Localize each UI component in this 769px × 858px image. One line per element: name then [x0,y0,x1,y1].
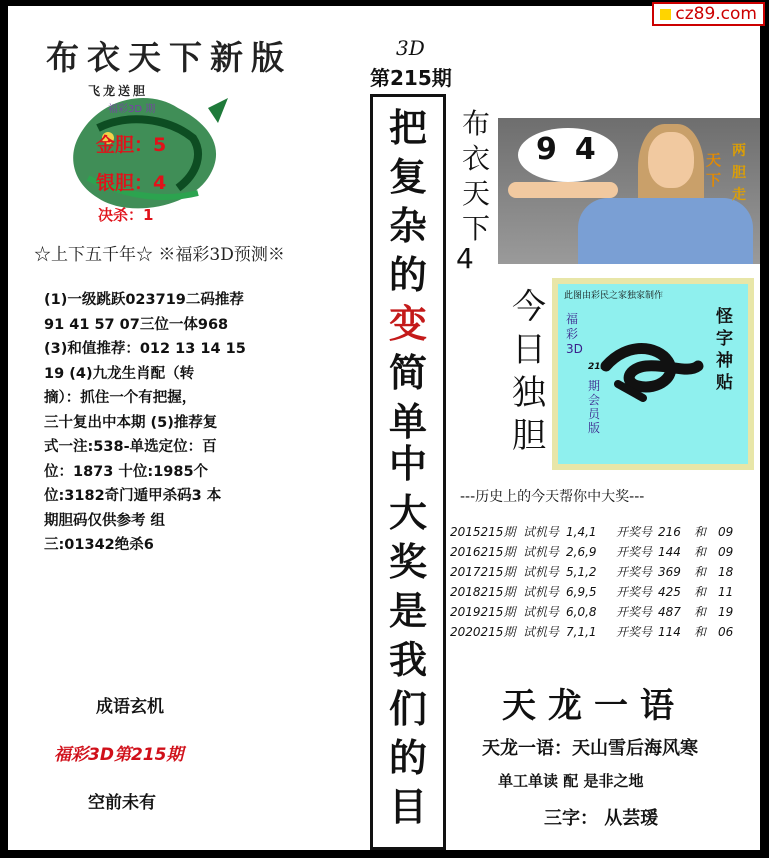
history-cell: 6,0,8 [566,605,597,619]
tianlong-line2: 单工单读 配 是非之地 [498,772,644,790]
side-title [456,106,496,246]
history-cell: 18 [718,565,734,579]
history-title: ---历史上的今天帮你中大奖--- [460,489,645,505]
history-cell: 和 [694,605,707,619]
history-cell: 425 [658,585,681,599]
woman-arm [508,182,618,198]
slogan-char: 的 [388,252,427,297]
dragon-issue: 福彩3D 期 [108,104,156,115]
calligraphy-glyph [598,336,708,406]
slogan-char: 中 [388,441,427,486]
history-cell: 5,1,2 [566,565,597,579]
history-cell: 试机号 [523,545,560,559]
side-char: 布 [461,107,490,140]
woman-shirt [578,198,753,264]
prediction-line: 19 (4)九龙生肖配（转 [44,365,195,382]
period-3d-label: 3D [396,36,425,60]
prediction-line: 位:3182奇门遁甲杀码3 本 [44,488,222,504]
history-cell: 和 [694,545,707,559]
history-cell: 开奖号 [616,585,653,599]
vertical-slogan [370,94,446,850]
slogan-char: 简 [388,350,427,395]
history-cell: 369 [658,565,681,579]
history-cell: 114 [658,625,681,639]
card-right-title [716,306,738,394]
tianlong-line: 天龙一语：天山雪后海风寒 [482,738,698,759]
left-banner: ☆上下五千年☆ ※福彩3D预测※ [34,245,285,265]
history-cell: 试机号 [523,605,560,619]
today-title [506,286,552,458]
idiom-heading: 成语玄机 [96,697,164,717]
history-cell: 1,4,1 [566,525,597,539]
prediction-line: 式一注:538-单选定位：百 [44,439,217,455]
history-cell: 开奖号 [616,605,653,619]
history-cell: 2016215期 [450,545,516,559]
prediction-line: 位：1873 十位:1985个 [44,463,209,480]
history-cell: 和 [694,625,707,639]
history-cell: 2019215期 [450,605,516,619]
kill-pick: 决杀：1 [98,206,154,224]
card-side-label: 福彩3D [566,312,583,356]
woman-face [648,132,694,188]
idiom-answer: 空前未有 [88,793,156,813]
slogan-char: 复 [388,154,427,199]
history-table [450,522,742,642]
brand-label: cz89.com [675,4,757,24]
prediction-line: 91 41 57 07三位一体968 [44,316,229,333]
slogan-char: 把 [388,105,427,150]
history-cell: 144 [658,545,681,559]
card-issue: 215 [588,362,607,372]
bubble-numbers: 94 [536,132,614,167]
history-cell: 和 [694,585,707,599]
history-row [450,562,742,582]
history-cell: 2015215期 [450,525,516,539]
history-cell: 2,6,9 [566,545,597,559]
history-cell: 09 [718,545,734,559]
site-brand[interactable] [652,2,765,26]
silver-pick: 银胆：4 [96,172,167,194]
today-char: 胆 [512,416,546,456]
prediction-line: 期胆码仅供参考 组 [44,512,166,529]
prediction-line: 三:01342绝杀6 [44,537,154,553]
slogan-char: 目 [388,784,427,829]
card-right-char: 贴 [716,373,733,393]
slogan-char: 是 [388,588,427,633]
history-cell: 487 [658,605,681,619]
history-cell: 06 [718,625,734,639]
history-cell: 开奖号 [616,525,653,539]
slogan-bottom [373,439,443,831]
issue-label: 福彩3D第215期 [54,745,184,765]
history-cell: 2017215期 [450,565,516,579]
poster-title: 布衣天下新版 [46,38,292,77]
card-right-char: 怪 [716,307,733,327]
today-char: 日 [512,330,546,370]
lottery-poster [8,6,760,850]
side-number: 4 [456,242,474,275]
history-cell: 开奖号 [616,565,653,579]
history-row [450,602,742,622]
slogan-top [373,103,443,446]
history-cell: 试机号 [523,585,560,599]
card-caption: 此图由彩民之家独家制作 [564,291,664,301]
slogan-char: 的 [388,735,427,780]
history-row [450,582,742,602]
slogan-char: 单 [388,399,427,444]
slogan-char: 奖 [388,539,427,584]
history-cell: 2020215期 [450,625,516,639]
history-cell: 试机号 [523,565,560,579]
period-number: 第215期 [370,66,452,90]
brand-square-icon [660,9,671,20]
card-right-char: 神 [716,351,733,371]
slogan-char: 变 [388,301,427,346]
side-char: 天 [461,177,490,210]
member-card [552,278,754,470]
history-cell: 09 [718,525,734,539]
slogan-char: 我 [388,637,427,682]
history-cell: 试机号 [523,525,560,539]
history-cell: 和 [694,525,707,539]
side-char: 衣 [461,142,490,175]
slogan-char: 大 [388,490,427,535]
history-cell: 2018215期 [450,585,516,599]
dragon-caption: 飞龙送胆 [88,84,149,98]
prediction-line: (3)和值推荐：012 13 14 15 [44,341,246,357]
history-cell: 19 [718,605,734,619]
slogan-char: 杂 [388,203,427,248]
today-char: 独 [512,373,546,413]
gold-pick: 金胆：5 [96,134,167,156]
history-cell: 试机号 [523,625,560,639]
history-row [450,542,742,562]
history-row [450,622,742,642]
history-cell: 开奖号 [616,545,653,559]
history-cell: 开奖号 [616,625,653,639]
woman-photo [498,118,760,264]
history-cell: 6,9,5 [566,585,597,599]
prediction-line: 三十复出中本期 (5)推荐复 [44,414,218,431]
tianlong-line3: 三字： 从芸瑗 [544,808,659,829]
tianxia-label: 天下 [706,151,722,189]
history-cell: 7,1,1 [566,625,597,639]
history-cell: 和 [694,565,707,579]
prediction-text [44,288,304,558]
card-member-label: 期会员版 [588,379,601,435]
today-char: 今 [512,287,546,327]
history-cell: 11 [718,585,734,599]
card-right-char: 字 [716,329,733,349]
prediction-line: 摘）：抓住一个有把握， [44,390,197,406]
tianlong-title: 天龙一语 [502,686,686,726]
liangdan-label: 两胆走 [732,143,746,203]
slogan-char: 们 [388,686,427,731]
history-row [450,522,742,542]
side-char: 下 [461,212,490,245]
prediction-line: (1)一级跳跃023719二码推荐 [44,292,244,308]
history-cell: 216 [658,525,681,539]
